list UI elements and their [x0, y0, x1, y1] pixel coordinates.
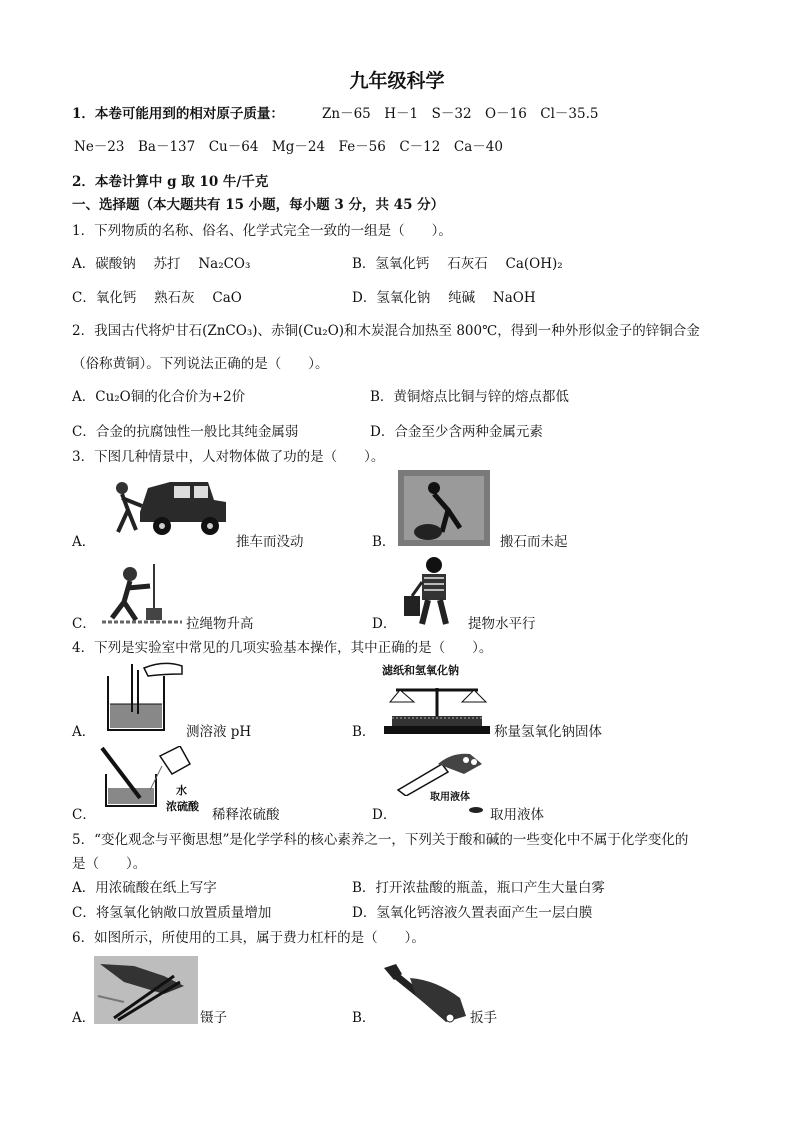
q6-image-tweezers [94, 956, 198, 1024]
q4-image-take-liquid [392, 750, 488, 796]
q2-option-a: A．Cu₂O铜的化合价为+2价 [72, 389, 246, 405]
q1-option-d: D．氢氧化钠 纯碱 NaOH [352, 290, 536, 306]
q2-option-d: D．合金至少含两种金属元素 [370, 424, 543, 440]
q6-a-letter: A． [72, 1010, 96, 1026]
q4-c-letter: C． [72, 807, 96, 823]
q3-image-push-car [100, 470, 230, 540]
q6-a-caption: 镊子 [200, 1010, 227, 1026]
q1-option-b: B．氢氧化钙 石灰石 Ca(OH)₂ [352, 256, 563, 272]
page-title: 九年级科学 [349, 70, 445, 92]
q4-b-letter: B． [352, 724, 376, 740]
q4-a-letter: A． [72, 724, 96, 740]
q4-a-caption: 测溶液 pH [186, 724, 252, 740]
q4-image-balance [382, 678, 492, 738]
q3-d-caption: 提物水平行 [468, 616, 536, 632]
q3-a-caption: 推车而没动 [236, 534, 304, 550]
q4-stem: 4．下列是实验室中常见的几项实验基本操作，其中正确的是（ ）。 [72, 640, 493, 656]
q3-c-letter: C． [72, 616, 96, 632]
q3-d-letter: D． [372, 616, 397, 632]
note-atomic-mass-label: 1．本卷可能用到的相对原子质量： [72, 106, 284, 122]
q4-d-caption: 取用液体 [490, 807, 544, 823]
q3-b-letter: B． [372, 534, 396, 550]
q6-b-caption: 扳手 [470, 1010, 497, 1026]
q2-stem-line1: 2．我国古代将炉甘石(ZnCO₃)、赤铜(Cu₂O)和木炭混合加热至 800℃，得到一种外形似金子的锌铜合金 [72, 323, 700, 339]
q5-stem-line2: 是（ ）。 [72, 856, 147, 872]
q3-image-lift-stone [398, 470, 490, 546]
q2-stem-line2: （俗称黄铜）。下列说法正确的是（ ）。 [72, 356, 329, 372]
q6-image-wrench [376, 960, 472, 1028]
q3-image-pull-rope [102, 560, 182, 626]
q3-stem: 3．下图几种情景中，人对物体做了功的是（ ）。 [72, 449, 385, 465]
q2-option-c: C．合金的抗腐蚀性一般比其纯金属弱 [72, 424, 299, 440]
q3-b-caption: 搬石而未起 [500, 534, 568, 550]
q4-d-image-mark [468, 806, 484, 814]
q3-image-carry-water [400, 556, 466, 630]
q1-option-a: A．碳酸钠 苏打 Na₂CO₃ [72, 256, 251, 272]
q6-stem: 6．如图所示，所使用的工具，属于费力杠杆的是（ ）。 [72, 930, 425, 946]
q5-option-c: C．将氢氧化钠敞口放置质量增加 [72, 905, 272, 921]
note-gravity: 2．本卷计算中 g 取 10 牛/千克 [72, 174, 269, 190]
q4-image-ph-test [104, 660, 184, 736]
q6-b-letter: B． [352, 1010, 376, 1026]
q4-b-caption: 称量氢氧化钠固体 [494, 724, 602, 740]
q3-a-letter: A． [72, 534, 96, 550]
q1-option-c: C．氧化钙 熟石灰 CaO [72, 290, 242, 306]
q4-d-image-label: 取用液体 [430, 792, 470, 803]
q4-c-image-water-label: 水 [176, 784, 187, 797]
note-atomic-mass-values: Zn－65 H－1 S－32 O－16 Cl－35.5 [322, 106, 599, 122]
q4-c-image-acid-label: 浓硫酸 [166, 800, 199, 813]
q5-option-d: D．氢氧化钙溶液久置表面产生一层白膜 [352, 905, 593, 921]
q4-c-caption: 稀释浓硫酸 [212, 807, 280, 823]
q2-option-b: B．黄铜熔点比铜与锌的熔点都低 [370, 389, 569, 405]
q4-b-image-label: 滤纸和氢氧化钠 [382, 664, 459, 677]
q4-d-letter: D． [372, 807, 397, 823]
q1-stem: 1．下列物质的名称、俗名、化学式完全一致的一组是（ ）。 [72, 223, 452, 239]
note-atomic-mass-values-2: Ne－23 Ba－137 Cu－64 Mg－24 Fe－56 C－12 Ca－40 [74, 139, 503, 155]
q5-stem-line1: 5．“变化观念与平衡思想”是化学学科的核心素养之一，下列关于酸和碱的一些变化中不属于化学变化的 [72, 832, 689, 848]
q5-option-b: B．打开浓盐酸的瓶盖，瓶口产生大量白雾 [352, 880, 605, 896]
q3-c-caption: 拉绳物升高 [186, 616, 254, 632]
section-heading: 一、选择题（本大题共有 15 小题，每小题 3 分，共 45 分） [72, 197, 445, 213]
q5-option-a: A．用浓硫酸在纸上写字 [72, 880, 217, 896]
